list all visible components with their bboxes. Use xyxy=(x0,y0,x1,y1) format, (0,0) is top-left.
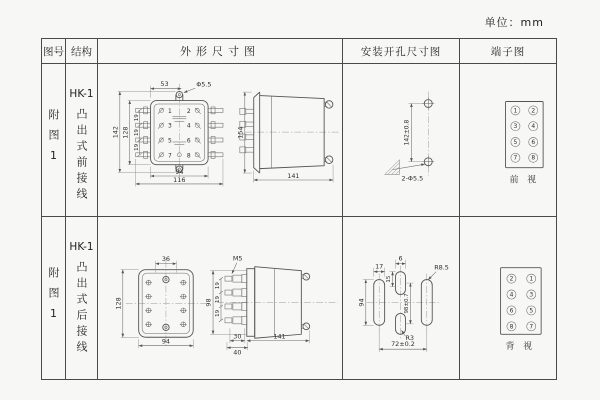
dim-label: 15 xyxy=(386,275,393,283)
terminal-number: 3 xyxy=(513,123,518,131)
dim-label: 128 xyxy=(121,126,130,139)
dim-label: 6 xyxy=(398,254,403,263)
rear-terminal-studs xyxy=(225,275,247,325)
spec-table xyxy=(41,38,557,380)
terminal-number: 7 xyxy=(513,154,518,162)
dim-label: 19 xyxy=(134,114,141,122)
terminal-number: 4 xyxy=(509,291,514,299)
dim-label: 72±0.2 xyxy=(391,340,415,349)
header-col-mounting: 安装开孔尺寸图 xyxy=(343,39,460,64)
structure-label: 凸出式前接线 xyxy=(75,108,88,204)
dim-label: 36 xyxy=(161,255,171,264)
view-label: 前 视 xyxy=(509,175,540,186)
terminal-number: 5 xyxy=(513,138,518,146)
terminal-number: 7 xyxy=(529,323,534,331)
terminal-number: 8 xyxy=(509,323,514,331)
terminal-number: 3 xyxy=(168,122,172,130)
terminal-diagram-front xyxy=(460,64,556,216)
dim-label: 19 xyxy=(215,296,222,303)
terminal-number: 3 xyxy=(529,291,534,299)
header-col-outline: 外形尺寸图 xyxy=(98,39,343,64)
terminal-number: 4 xyxy=(186,122,191,130)
dim-label: 142 xyxy=(111,125,120,139)
dim-label: 94 xyxy=(357,298,366,307)
dim-label: 154 xyxy=(236,126,245,139)
fig-no-label: 附图1 xyxy=(47,267,60,329)
row1-terminal-cell xyxy=(460,64,556,217)
row2-terminal-cell xyxy=(460,217,556,379)
dim-label: 142±0.8 xyxy=(403,119,411,146)
terminal-number: 2 xyxy=(509,275,514,283)
dim-label: 141 xyxy=(287,172,300,180)
dim-label: 2-Φ5.5 xyxy=(401,174,424,183)
outline-drawing-rear-wiring xyxy=(98,217,342,379)
row1-structure-cell xyxy=(66,64,98,217)
row1-mounting-cell xyxy=(343,64,460,217)
row1-outline-cell xyxy=(98,64,343,217)
view-label: 背 视 xyxy=(505,342,536,353)
dim-label: 19 xyxy=(215,309,222,317)
model-label: HK-1 xyxy=(69,241,94,253)
structure-label: 凸出式后接线 xyxy=(75,261,88,357)
dim-label: 116 xyxy=(173,175,186,184)
row2-structure-cell xyxy=(66,217,98,379)
outline-drawing-front-wiring xyxy=(98,64,342,216)
dim-label: Φ5.5 xyxy=(196,80,212,89)
terminal-number: 1 xyxy=(529,275,534,283)
dim-label: R8.5 xyxy=(434,263,449,272)
terminal-number: 1 xyxy=(513,107,518,115)
terminal-number: 6 xyxy=(531,138,536,146)
terminal-number: 6 xyxy=(186,137,191,145)
dim-label: R3 xyxy=(405,334,415,343)
row1-fig-no-cell xyxy=(42,64,66,217)
dim-label: 17 xyxy=(375,262,384,271)
dim-label: 40 xyxy=(233,348,242,357)
terminal-number: 5 xyxy=(529,307,534,315)
dim-label: 98 xyxy=(204,298,213,307)
mounting-hole-drawing-front xyxy=(343,64,459,216)
thread-label: M5 xyxy=(232,254,243,263)
mounting-hole-drawing-rear xyxy=(343,217,459,379)
dim-label: 30 xyxy=(233,332,242,341)
dim-label: 19 xyxy=(134,143,141,151)
terminal-number: 8 xyxy=(186,152,191,160)
row2-outline-cell xyxy=(98,217,343,379)
terminal-diagram-rear xyxy=(460,217,556,379)
dim-label: 53 xyxy=(160,80,169,89)
terminal-number: 2 xyxy=(186,107,191,115)
side-mounting-screws xyxy=(301,273,309,329)
dim-label: 19 xyxy=(134,129,141,137)
terminal-number: 1 xyxy=(168,107,172,115)
model-label: HK-1 xyxy=(69,88,94,100)
terminal-number: 6 xyxy=(509,307,514,315)
terminal-number: 7 xyxy=(168,152,172,160)
dim-label: 141 xyxy=(273,332,286,341)
terminal-number: 2 xyxy=(531,107,536,115)
terminal-number: 8 xyxy=(531,154,536,162)
dim-label: 94 xyxy=(175,168,184,177)
header-col-fig-no: 图号 xyxy=(42,39,66,64)
dim-label: 128 xyxy=(114,297,123,310)
row2-fig-no-cell xyxy=(42,217,66,379)
row2-mounting-cell xyxy=(343,217,460,379)
header-col-terminal: 端子图 xyxy=(460,39,556,64)
terminal-number: 4 xyxy=(531,123,536,131)
terminal-number: 5 xyxy=(168,137,172,145)
dim-label: 94 xyxy=(161,337,171,346)
dim-label: 19 xyxy=(215,282,222,290)
header-col-structure: 结构 xyxy=(66,39,98,64)
unit-label: 单位：mm xyxy=(484,16,544,29)
dim-label: 98±0.7 xyxy=(403,293,410,314)
fig-no-label: 附图1 xyxy=(47,109,60,171)
